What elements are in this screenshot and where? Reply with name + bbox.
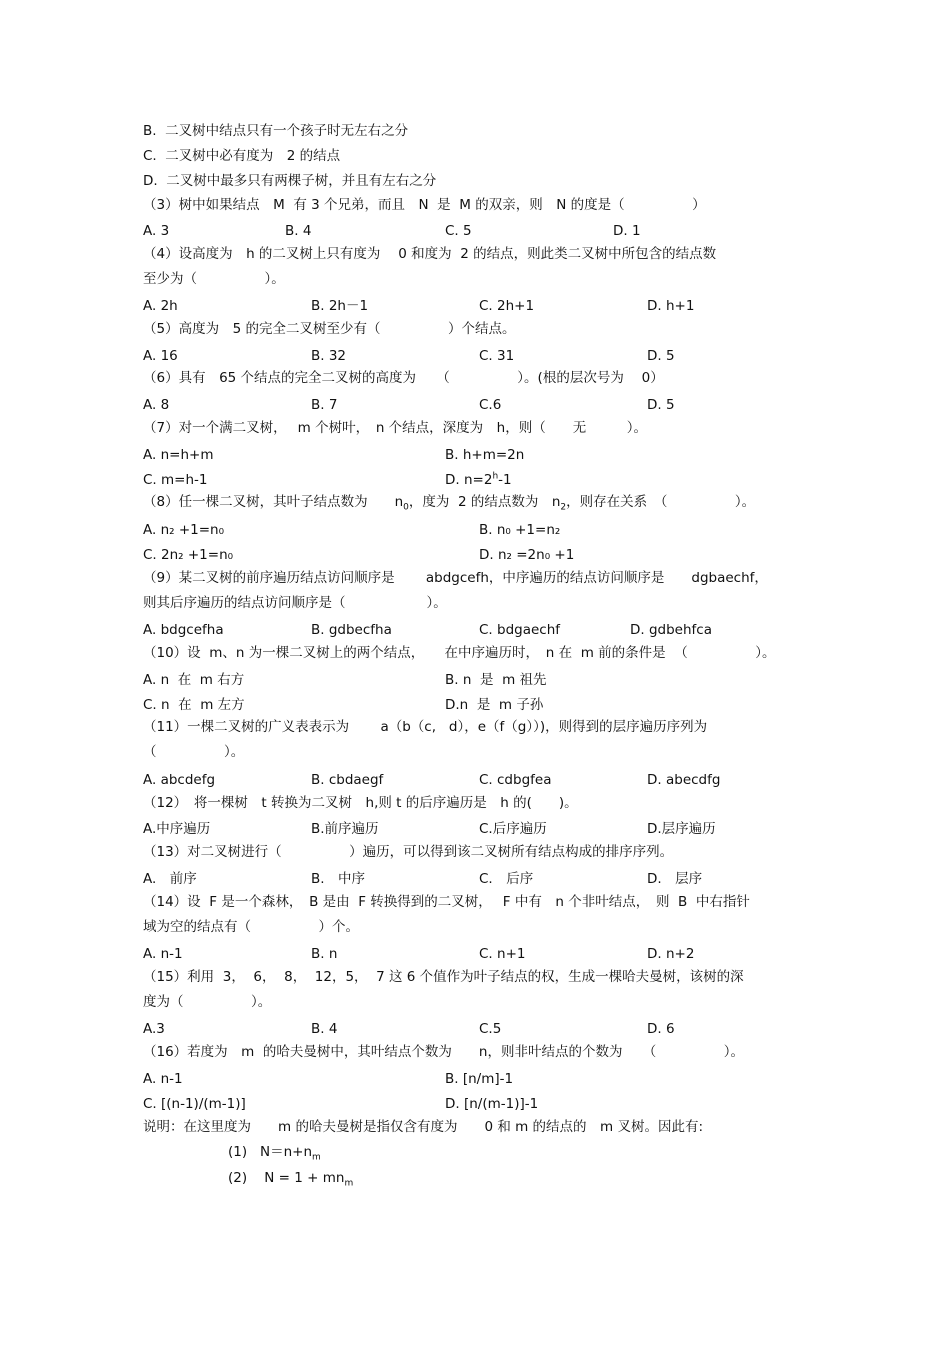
option-c: C.后序遍历	[479, 821, 547, 837]
option-b: B. gdbecfha	[311, 622, 392, 638]
equation-2: (2) $N = 1 + mn_m$	[228, 1170, 354, 1189]
question-10: （10）设 m、n 为一棵二叉树上的两个结点， 在中序遍历时， n 在 m 前的条件是 （ ）。	[143, 645, 776, 661]
question-5: （5）高度为 5 的完全二叉树至少有（ ）个结点。	[143, 321, 516, 337]
option-c: C.6	[479, 397, 502, 413]
option-a: A. n-1	[143, 946, 183, 962]
option-b: B. 32	[311, 348, 347, 364]
option-a: A. n 在 m 右方	[143, 672, 245, 688]
question-6: （6）具有 65 个结点的完全二叉树的高度为 （ ）。(根的层次号为 0）	[143, 370, 664, 386]
option-a: A. 8	[143, 397, 170, 413]
option-b: B. n₀ +1=n₂	[479, 522, 561, 538]
option-d: D. h+1	[647, 298, 695, 314]
option-c: C. [(n-1)/(m-1)]	[143, 1096, 246, 1112]
option-d: D. 1	[613, 223, 641, 239]
intro-option-c: C. 二叉树中必有度为 2 的结点	[143, 148, 341, 164]
option-d: D.n 是 m 子孙	[445, 697, 544, 713]
option-b: B. n 是 m 祖先	[445, 672, 547, 688]
question-7: （7）对一个满二叉树， m 个树叶， n 个结点，深度为 h，则（ 无 ）。	[143, 420, 647, 436]
explanation-note: 说明：在这里度为 m 的哈夫曼树是指仅含有度为 0 和 m 的结点的 m 叉树。因此有:	[143, 1119, 704, 1135]
question-11-line-1: （11）一棵二叉树的广义表表示为 a（b（c, d），e（f（g））)，则得到的层序遍历序列为	[143, 719, 708, 735]
option-a: A. 2h	[143, 298, 178, 314]
question-9-options	[143, 621, 843, 639]
question-10-options-row-1	[143, 671, 843, 689]
question-7-options-row-2	[143, 471, 843, 489]
question-16-options-row-1	[143, 1070, 843, 1088]
question-13: （13）对二叉树进行（ ）遍历，可以得到该二叉树所有结点构成的排序序列。	[143, 844, 674, 860]
question-8: （8）任一棵二叉树，其叶子结点数为 $n_0$，度为 2 的结点数为 $n_2$，则存在关系 （ ）。	[143, 494, 756, 513]
question-15-line-1: （15）利用 3， 6， 8， 12，5， 7 这 6 个值作为叶子结点的权，生成一棵哈夫曼树，该树的深	[143, 969, 744, 985]
option-d: D. 5	[647, 348, 675, 364]
intro-option-d: D. 二叉树中最多只有两棵子树，并且有左右之分	[143, 173, 437, 189]
option-d: D. 6	[647, 1021, 675, 1037]
question-8-options-row-2	[143, 546, 843, 564]
option-c: C. 2h+1	[479, 298, 535, 314]
intro-option-b: B. 二叉树中结点只有一个孩子时无左右之分	[143, 123, 409, 139]
question-4-options	[143, 297, 843, 315]
option-c: C. 5	[445, 223, 472, 239]
option-c: C. bdgaechf	[479, 622, 561, 638]
option-a: A. 16	[143, 348, 178, 364]
question-13-options	[143, 870, 843, 888]
option-a: A. abcdefg	[143, 772, 216, 788]
option-c: C. n 在 m 左方	[143, 697, 245, 713]
option-b: B. [n/m]-1	[445, 1071, 514, 1087]
option-b: B. 2h－1	[311, 298, 369, 314]
option-a: A. bdgcefha	[143, 622, 224, 638]
option-b: B. h+m=2n	[445, 447, 525, 463]
option-a: A.中序遍历	[143, 821, 211, 837]
question-5-options	[143, 347, 843, 365]
question-11-line-2: （ ）。	[143, 744, 245, 760]
question-16-options-row-2	[143, 1095, 843, 1113]
option-c: C. 后序	[479, 871, 534, 887]
question-9-line-2: 则其后序遍历的结点访问顺序是（ ）。	[143, 595, 447, 611]
option-c: C. cdbgfea	[479, 772, 552, 788]
option-d: D. n+2	[647, 946, 695, 962]
question-12-options	[143, 820, 843, 838]
option-a: A. 前序	[143, 871, 197, 887]
question-14-line-1: （14）设 F 是一个森林， B 是由 F 转换得到的二叉树， F 中有 n 个非叶结点， 则 B 中右指针	[143, 894, 750, 910]
option-b: B.前序遍历	[311, 821, 379, 837]
option-d: D. n₂ =2n₀ +1	[479, 547, 575, 563]
option-d: D. 5	[647, 397, 675, 413]
question-12: （12） 将一棵树 t 转换为二叉树 h,则 t 的后序遍历是 h 的( )。	[143, 795, 578, 811]
question-11-options	[143, 771, 843, 789]
question-15-options	[143, 1020, 843, 1038]
option-d: D. $n=2^h-1$	[445, 471, 512, 488]
option-c: C. 31	[479, 348, 515, 364]
option-b: B. 7	[311, 397, 338, 413]
option-c: C.5	[479, 1021, 502, 1037]
question-14-line-2: 域为空的结点有（ ）个。	[143, 919, 359, 935]
option-b: B. cbdaegf	[311, 772, 384, 788]
question-4-line-1: （4）设高度为 h 的二叉树上只有度为 0 和度为 2 的结点，则此类二叉树中所包含的结点数	[143, 246, 717, 262]
question-3-options	[143, 222, 843, 240]
option-b: B. 4	[311, 1021, 338, 1037]
option-d: D. [n/(m-1)]-1	[445, 1096, 539, 1112]
question-7-options-row-1	[143, 446, 843, 464]
option-d: D. 层序	[647, 871, 703, 887]
equation-1: (1) $N=n+n_m$	[228, 1144, 321, 1163]
question-10-options-row-2	[143, 696, 843, 714]
option-c: C. m=h-1	[143, 472, 208, 488]
option-a: A. n₂ +1=n₀	[143, 522, 225, 538]
option-b: B. 4	[285, 223, 312, 239]
question-9-line-1: （9）某二叉树的前序遍历结点访问顺序是 abdgcefh，中序遍历的结点访问顺序是 dgbaechf，	[143, 570, 768, 586]
question-15-line-2: 度为（ ）。	[143, 994, 272, 1010]
question-4-line-2: 至少为（ ）。	[143, 271, 285, 287]
question-16: （16）若度为 m 的哈夫曼树中，其叶结点个数为 n，则非叶结点的个数为 （ ）。	[143, 1044, 744, 1060]
option-b: B. n	[311, 946, 338, 962]
question-8-options-row-1	[143, 521, 843, 539]
option-d: D. gdbehfca	[630, 622, 712, 638]
option-d: D. abecdfg	[647, 772, 721, 788]
question-3: （3）树中如果结点 M 有 3 个兄弟，而且 N 是 M 的双亲，则 N 的度是（ ）	[143, 197, 706, 213]
question-6-options	[143, 396, 843, 414]
option-d: D.层序遍历	[647, 821, 716, 837]
option-c: C. n+1	[479, 946, 526, 962]
option-b: B. 中序	[311, 871, 366, 887]
question-14-options	[143, 945, 843, 963]
option-a: A. n=h+m	[143, 447, 214, 463]
option-a: A.3	[143, 1021, 165, 1037]
option-a: A. n-1	[143, 1071, 183, 1087]
option-c: C. 2n₂ +1=n₀	[143, 547, 234, 563]
option-a: A. 3	[143, 223, 170, 239]
